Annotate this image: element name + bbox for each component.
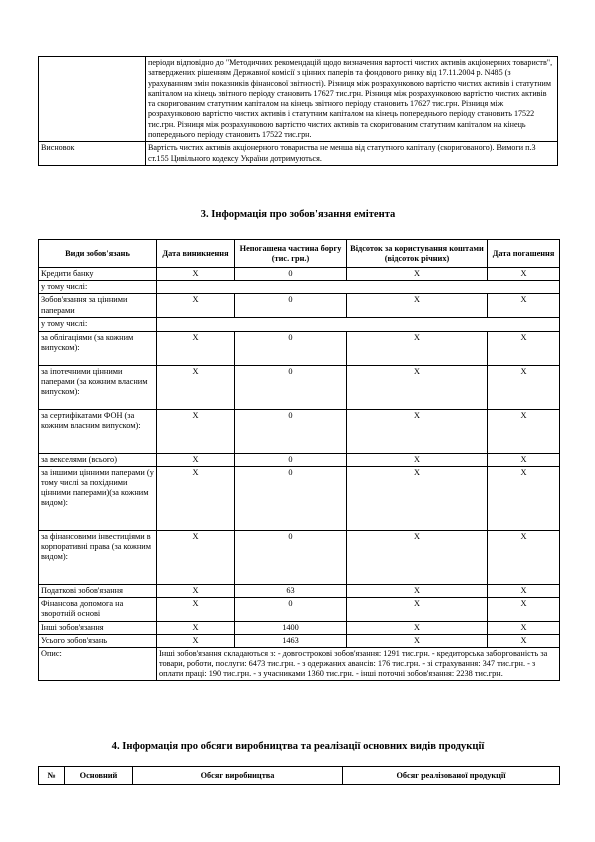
cell-outstanding-debt: 0 — [235, 409, 347, 453]
cell-interest-rate: X — [347, 453, 488, 466]
row-name: за векселями (всього) — [39, 453, 157, 466]
table-row — [39, 635, 560, 648]
row-name: за іпотечними цінними паперами (за кожним власним випуском): — [39, 365, 157, 409]
cell-repayment-date: X — [488, 453, 560, 466]
header-liability-type: Види зобов'язань — [39, 240, 157, 268]
header-repayment-date: Дата погашення — [488, 240, 560, 268]
cell-origin-date: X — [157, 268, 235, 281]
cell-origin-date: X — [157, 584, 235, 597]
header-main: Основний — [65, 767, 133, 785]
cell-origin-date: X — [157, 365, 235, 409]
table-row — [39, 584, 560, 597]
cell-origin-date: X — [157, 331, 235, 365]
header-production-volume: Обсяг виробництва — [133, 767, 343, 785]
cell-outstanding-debt: 0 — [235, 598, 347, 622]
row-name: Інші зобов'язання — [39, 622, 157, 635]
cell-outstanding-debt: 0 — [235, 365, 347, 409]
row-name: Зобов'язання за цінними паперами — [39, 294, 157, 318]
table-row — [39, 281, 560, 294]
header-interest-rate: Відсоток за користування коштами (відсоток річних) — [347, 240, 488, 268]
cell-interest-rate: X — [347, 365, 488, 409]
cell-repayment-date: X — [488, 365, 560, 409]
cell-origin-date: X — [157, 635, 235, 648]
cell-outstanding-debt: 0 — [235, 453, 347, 466]
cell-interest-rate: X — [347, 598, 488, 622]
cell-outstanding-debt: 0 — [235, 268, 347, 281]
cell-interest-rate: X — [347, 635, 488, 648]
cell-outstanding-debt: 0 — [235, 294, 347, 318]
table-row — [39, 466, 560, 530]
table-row — [39, 268, 560, 281]
row-span-cell — [157, 281, 560, 294]
cell-origin-date: X — [157, 294, 235, 318]
cell-origin-date: X — [157, 466, 235, 530]
production-table — [38, 766, 560, 785]
row-name: Кредити банку — [39, 268, 157, 281]
table-row — [39, 409, 560, 453]
cell-interest-rate: X — [347, 622, 488, 635]
cell-repayment-date: X — [488, 584, 560, 597]
conclusion-label: Висновок — [39, 142, 146, 166]
row-name: у тому числі: — [39, 281, 157, 294]
cell-outstanding-debt: 1463 — [235, 635, 347, 648]
table-row — [39, 365, 560, 409]
cell-interest-rate: X — [347, 466, 488, 530]
header-sales-volume: Обсяг реалізованої продукції — [343, 767, 560, 785]
cell-outstanding-debt: 0 — [235, 530, 347, 584]
cell-repayment-date: X — [488, 268, 560, 281]
conclusion-text: Вартість чистих активів акціонерного товариства не менша від статутного капіталу (скоригованого). Вимоги п.3 ст.155 Цивільного кодексу України дотримуються. — [146, 142, 558, 166]
cell-repayment-date: X — [488, 622, 560, 635]
row-name: Фінансова допомога на зворотній основі — [39, 598, 157, 622]
note-text: Інші зобов'язання складаються з: - довгострокові зобов'язання: 1291 тис.грн. - кредиторська заборгованість за товари, роботи, послуги: 6473 тис.грн. - з одержаних авансів: 176 тис.грн. - зі страхування: 347 тис.грн. - з оплати праці: 190 тис.грн. - з учасниками 1360 тис.грн. - інші поточні зобов'язання: 2238 тис.грн. — [157, 648, 560, 681]
cell-origin-date: X — [157, 453, 235, 466]
table-row — [39, 530, 560, 584]
table-row — [39, 331, 560, 365]
cell-repayment-date: X — [488, 331, 560, 365]
section4-title: 4. Інформація про обсяги виробництва та реалізації основних видів продукції — [111, 741, 485, 752]
row-name: за облігаціями (за кожним випуском): — [39, 331, 157, 365]
cell-outstanding-debt: 0 — [235, 466, 347, 530]
net-assets-text-row — [39, 57, 558, 142]
liabilities-header-row — [39, 240, 560, 268]
cell-origin-date: X — [157, 622, 235, 635]
row-name: за сертифікатами ФОН (за кожним власним випуском): — [39, 409, 157, 453]
cell-repayment-date: X — [488, 294, 560, 318]
cell-interest-rate: X — [347, 331, 488, 365]
row-name: Усього зобов'язань — [39, 635, 157, 648]
cell-outstanding-debt: 0 — [235, 331, 347, 365]
conclusion-row — [39, 142, 558, 166]
cell-repayment-date: X — [488, 598, 560, 622]
cell-repayment-date: X — [488, 530, 560, 584]
note-label: Опис: — [39, 648, 157, 681]
cell-repayment-date: X — [488, 466, 560, 530]
header-origin-date: Дата виникнення — [157, 240, 235, 268]
row-name: за іншими цінними паперами (у тому числі за похідними цінними паперами)(за кожним видом): — [39, 466, 157, 530]
row-name: у тому числі: — [39, 318, 157, 331]
cell-origin-date: X — [157, 409, 235, 453]
cell-repayment-date: X — [488, 635, 560, 648]
cell-origin-date: X — [157, 530, 235, 584]
cell-interest-rate: X — [347, 294, 488, 318]
section3-title: 3. Інформація про зобов'язання емітента — [200, 209, 396, 220]
table-row — [39, 598, 560, 622]
cell-outstanding-debt: 1400 — [235, 622, 347, 635]
table-row — [39, 453, 560, 466]
row-span-cell — [157, 318, 560, 331]
header-number: № — [39, 767, 65, 785]
row-name: за фінансовими інвестиціями в корпоративні права (за кожним видом): — [39, 530, 157, 584]
net-assets-label-cell — [39, 57, 146, 142]
cell-repayment-date: X — [488, 409, 560, 453]
liabilities-table — [38, 239, 560, 681]
note-row — [39, 648, 560, 681]
cell-interest-rate: X — [347, 530, 488, 584]
row-name: Податкові зобов'язання — [39, 584, 157, 597]
production-header-row — [39, 767, 560, 785]
cell-outstanding-debt: 63 — [235, 584, 347, 597]
cell-interest-rate: X — [347, 409, 488, 453]
table-row — [39, 622, 560, 635]
header-outstanding-debt: Непогашена частина боргу (тис. грн.) — [235, 240, 347, 268]
net-assets-continued-text: періоди відповідно до "Методичних рекомендацій щодо визначення вартості чистих активів акціонерних товариств", затверджених рішенням Державної комісії з цінних паперів та фондового ринку від 17.11.2004 р. N485 (з урахуванням змін показників фінансової звітності). Різниця між розрахунковою вартістю чистих активів і статутним капіталом на кінець звітного періоду становить 17627 тис.грн. Різниця між розрахунковою вартістю чистих активів та скоригованим статутним капіталом на кінець звітного періоду становить 17627 тис.грн. Різниця між розрахунковою вартістю чистих активів і статутним капіталом на кінець попереднього періоду становить 17522 тис.грн. Різниця між розрахунковою вартістю чистих активів та скоригованим статутним капіталом на кінець попереднього періоду становить 17522 тис.грн. — [146, 57, 558, 142]
cell-interest-rate: X — [347, 268, 488, 281]
cell-origin-date: X — [157, 598, 235, 622]
net-assets-table — [38, 56, 558, 166]
table-row — [39, 294, 560, 318]
cell-interest-rate: X — [347, 584, 488, 597]
table-row — [39, 318, 560, 331]
